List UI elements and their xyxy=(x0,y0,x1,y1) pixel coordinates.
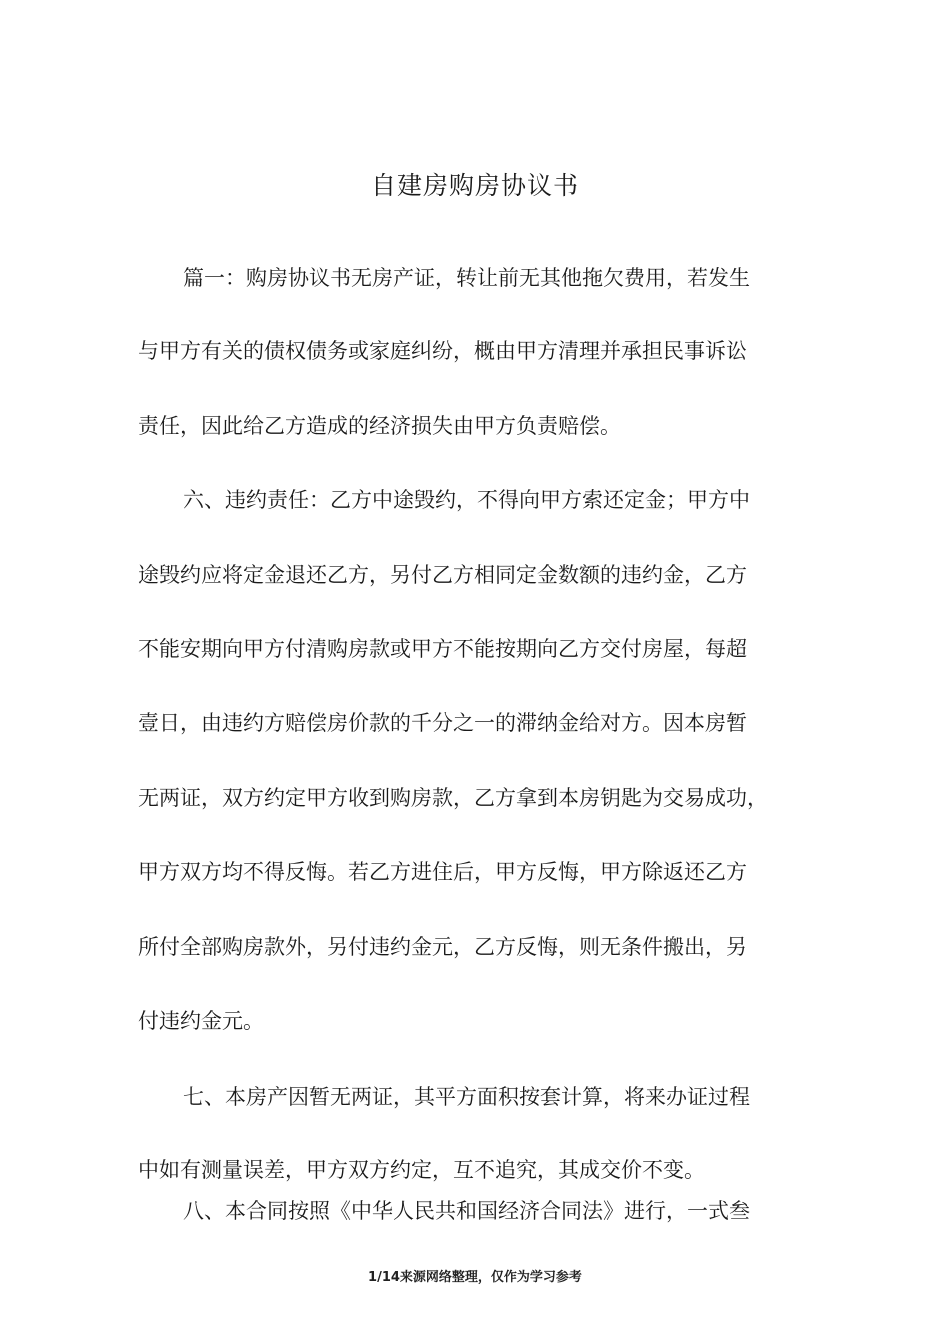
document-title: 自建房购房协议书 xyxy=(370,171,579,200)
paragraph-2-line-4: 壹日，由违约方赔偿房价款的千分之一的滞纳金给对方。因本房暂 xyxy=(138,711,747,735)
paragraph-2-line-5: 无两证，双方约定甲方收到购房款，乙方拿到本房钥匙为交易成功， xyxy=(138,786,768,810)
paragraph-4-line-1: 八、本合同按照《中华人民共和国经济合同法》进行，一式叁 xyxy=(183,1199,750,1223)
paragraph-1-line-2: 与甲方有关的债权债务或家庭纠纷，概由甲方清理并承担民事诉讼 xyxy=(138,339,747,363)
paragraph-2-line-7: 所付全部购房款外，另付违约金元，乙方反悔，则无条件搬出，另 xyxy=(138,935,747,959)
paragraph-3-line-1: 七、本房产因暂无两证，其平方面积按套计算，将来办证过程 xyxy=(183,1085,750,1109)
paragraph-3-line-2: 中如有测量误差，甲方双方约定，互不追究，其成交价不变。 xyxy=(138,1158,705,1182)
paragraph-2-line-3: 不能安期向甲方付清购房款或甲方不能按期向乙方交付房屋，每超 xyxy=(138,637,747,661)
paragraph-2-line-1: 六、违约责任：乙方中途毁约，不得向甲方索还定金；甲方中 xyxy=(183,488,750,512)
paragraph-1-line-1: 篇一：购房协议书无房产证，转让前无其他拖欠费用，若发生 xyxy=(183,266,750,290)
paragraph-1-line-3: 责任，因此给乙方造成的经济损失由甲方负责赔偿。 xyxy=(138,414,621,438)
paragraph-2-line-2: 途毁约应将定金退还乙方，另付乙方相同定金数额的违约金，乙方 xyxy=(138,563,747,587)
paragraph-2-line-8: 付违约金元。 xyxy=(138,1009,264,1033)
paragraph-2-line-6: 甲方双方均不得反悔。若乙方进住后，甲方反悔，甲方除返还乙方 xyxy=(138,860,747,884)
page-footer: 1/14来源网络整理，仅作为学习参考 xyxy=(368,1270,582,1285)
